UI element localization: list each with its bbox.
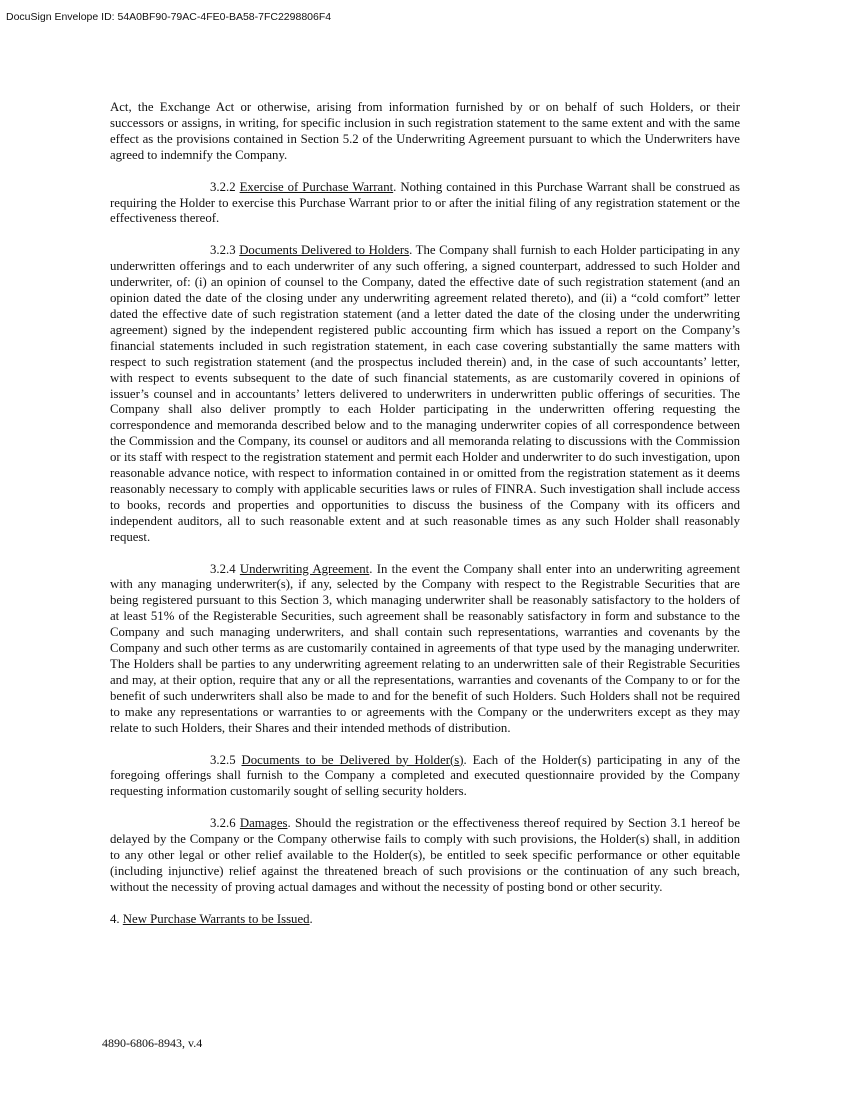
section-text: . [309, 911, 313, 926]
section-number: 3.2.5 [210, 752, 242, 767]
docusign-envelope-id: DocuSign Envelope ID: 54A0BF90-79AC-4FE0-BA58-7FC2298806F4 [6, 11, 332, 23]
section-number: 3.2.3 [210, 243, 240, 258]
document-body [110, 100, 740, 944]
section-heading: Exercise of Purchase Warrant [239, 179, 394, 194]
section-number: 4. [110, 911, 123, 926]
section-text: . Should the registration or the effectiveness thereof required by Section 3.1 hereof be delayed by the Company or the Company otherwise fails to comply with such provisions, the Holder(s) shall, in addition to any other legal or other relief available to the Holder(s), be entitled to seek specific performance or other equitable (including injunctive) relief against the threatened breach of such provisions or the continuation of any such breach, without the necessity of proving actual damages and without the necessity of posting bond or other security. [110, 816, 741, 894]
paragraph-indemnify-continuation [110, 100, 740, 164]
section-text: . Each of the Holder(s) participating in any of the foregoing offerings shall furnish to the Company a completed and executed questionnaire provided by the Company requesting information customarily sought of selling security holders. [110, 752, 741, 799]
section-text: . Nothing contained in this Purchase Warrant shall be construed as requiring the Holder to exercise this Purchase Warrant prior to or after the initial filing of any registration statement or the effectiveness thereof. [110, 179, 740, 226]
section-3-2-2 [110, 180, 740, 228]
section-4 [110, 912, 740, 928]
section-3-2-6 [110, 816, 740, 896]
section-heading: Damages [239, 816, 288, 831]
section-number: 3.2.6 [210, 816, 240, 831]
section-text: . The Company shall furnish to each Holder participating in any underwritten offerings and to each underwriter of any such offering, a signed counterpart, addressed to such Holder and underwriter, of: (i) an opinion of counsel to the Company, dated the effective date of such registration statement (and an opinion dated the date of the closing under any underwriting agreement related thereto), and (ii) a “cold comfort” letter dated the effective date of such registration statement (and a letter dated the date of the closing under the underwriting agreement) signed by the independent registered public accounting firm which has issued a report on the Company’s financial statements included in such registration statement, in each case covering substantially the same matters with respect to such registration statement (and the prospectus included therein) and, in the case of such accountants’ letter, with respect to events subsequent to the date of such financial statements, as are customarily covered in opinions of issuer’s counsel and in accountants’ letters delivered to underwriters in underwritten public offerings of securities. The Company shall also deliver promptly to each Holder participating in the underwritten offering requesting the correspondence and memoranda described below and to the managing underwriter copies of all correspondence between the Commission and the Company, its counsel or auditors and all memoranda relating to discussions with the Commission or its staff with respect to the registration statement and permit each Holder and underwriter to do such investigation, upon reasonable advance notice, with respect to information contained in or omitted from the registration statement as it deems reasonably necessary to comply with applicable securities laws or rules of FINRA. Such investigation shall include access to books, records and properties and opportunities to discuss the business of the Company with its officers and independent auditors, all to such reasonable extent and at such reasonable times as any such Holder shall reasonably request. [110, 243, 741, 544]
section-heading: Documents Delivered to Holders [239, 243, 410, 258]
section-heading: Underwriting Agreement [239, 561, 370, 576]
section-text: . In the event the Company shall enter into an underwriting agreement with any managing underwriter(s), if any, selected by the Company with respect to the Registrable Securities that are being registered pursuant to this Section 3, which managing underwriter shall be reasonably satisfactory to the holders of at least 51% of the Registerable Securities, such agreement shall be reasonably satisfactory in form and substance to the Company and such managing underwriters, and shall contain such representations, warranties and covenants by the Company and such other terms as are customarily contained in agreements of that type used by the managing underwriter. The Holders shall be parties to any underwriting agreement relating to an underwritten sale of their Registrable Securities and may, at their option, require that any or all the representations, warranties and covenants of the Company to or for the benefit of such underwriters shall also be made to and for the benefit of such Holders. Such Holders shall not be required to make any representations or warranties to or agreements with the Company or the underwriters except as they may relate to such Holders, their Shares and their intended methods of distribution. [110, 561, 740, 735]
section-heading: Documents to be Delivered by Holder(s) [241, 752, 464, 767]
section-3-2-5 [110, 753, 740, 801]
paragraph-text: Act, the Exchange Act or otherwise, arising from information furnished by or on behalf of such Holders, or their successors or assigns, in writing, for specific inclusion in such registration statement to the same extent and with the same effect as the provisions contained in Section 5.2 of the Underwriting Agreement pursuant to which the Underwriters have agreed to indemnify the Company. [110, 100, 740, 162]
section-3-2-3 [110, 243, 740, 545]
section-number: 3.2.2 [210, 179, 240, 194]
section-number: 3.2.4 [210, 561, 240, 576]
section-heading: New Purchase Warrants to be Issued [122, 911, 310, 926]
section-3-2-4 [110, 562, 740, 737]
document-footer-id: 4890-6806-8943, v.4 [102, 1036, 203, 1050]
